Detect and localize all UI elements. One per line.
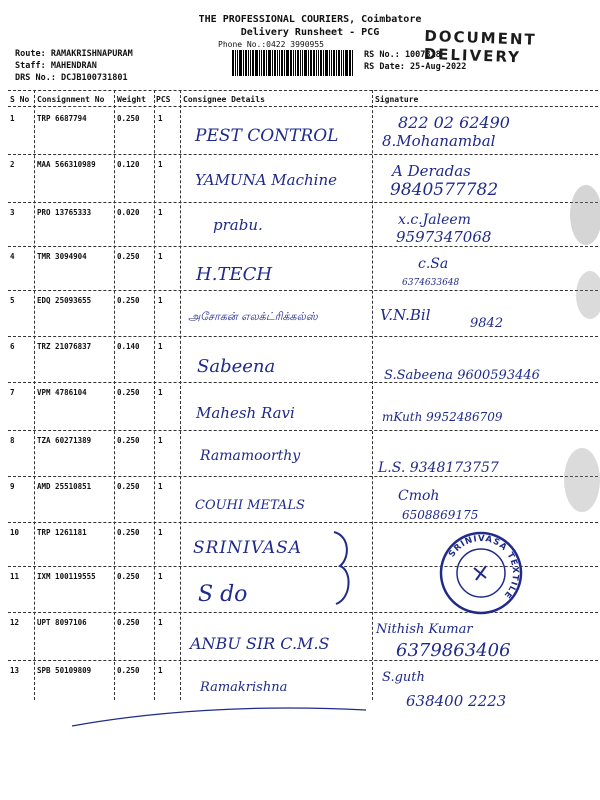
row-weight: 0.250: [117, 114, 140, 123]
row-consignee: H.TECH: [196, 264, 273, 285]
row-pcs: 1: [158, 528, 163, 537]
barcode-bar: [331, 50, 332, 76]
barcode-bar: [318, 50, 319, 76]
row-weight: 0.250: [117, 618, 140, 627]
barcode-bar: [302, 50, 303, 76]
row-weight: 0.120: [117, 160, 140, 169]
barcode-bar: [274, 50, 276, 76]
srinivasa-textile-stamp: [438, 530, 524, 616]
row-weight: 0.250: [117, 482, 140, 491]
barcode-bar: [297, 50, 299, 76]
row-consignee: prabu.: [213, 216, 263, 234]
barcode-bar: [320, 50, 322, 76]
row-consignee: PEST CONTROL: [195, 126, 339, 146]
table-row: [0, 156, 600, 202]
row-weight: 0.250: [117, 572, 140, 581]
row-consignee: YAMUNA Machine: [195, 171, 337, 189]
col-pcs: PCS: [156, 95, 171, 104]
row-consignment: MAA 566310989: [37, 160, 96, 169]
rs-date: RS Date: 25-Aug-2022: [364, 62, 467, 72]
row-pcs: 1: [158, 388, 163, 397]
row-signature-2: 9842: [470, 316, 504, 331]
barcode-bar: [316, 50, 317, 76]
row-pcs: 1: [158, 342, 163, 351]
barcode-bar: [345, 50, 348, 76]
row-signature-1: mKuth 9952486709: [382, 410, 503, 424]
row-signature-1: S.guth: [382, 670, 425, 685]
table-row: [0, 478, 600, 524]
row-consignee: ANBU SIR C.M.S: [190, 634, 330, 653]
barcode-bar: [323, 50, 324, 76]
barcode-bar: [272, 50, 273, 76]
row-consignee: Mahesh Ravi: [196, 404, 295, 422]
row-pcs: 1: [158, 114, 163, 123]
drs-number: DRS No.: DCJB100731801: [15, 73, 128, 83]
row-signature-2: 6379863406: [396, 640, 511, 661]
row-pcs: 1: [158, 252, 163, 261]
row-consignment: TRZ 21076837: [37, 342, 92, 351]
bracket-mark: [330, 528, 360, 608]
table-row: [0, 204, 600, 250]
table-row: [0, 432, 600, 478]
row-consignment: VPM 4786104: [37, 388, 87, 397]
row-consignee: Ramakrishna: [200, 680, 288, 695]
route: Route: RAMAKRISHNAPURAM: [15, 49, 133, 59]
row-sno: 8: [10, 436, 15, 445]
fingerprint-smudge: [560, 175, 600, 325]
row-pcs: 1: [158, 296, 163, 305]
barcode-bar: [313, 50, 315, 76]
barcode-bar: [336, 50, 337, 76]
row-weight: 0.250: [117, 252, 140, 261]
row-sno: 13: [10, 666, 20, 675]
barcode-bar: [325, 50, 328, 76]
row-signature-1: L.S. 9348173757: [378, 460, 499, 476]
row-weight: 0.250: [117, 296, 140, 305]
barcode-bar: [333, 50, 335, 76]
barcode-bar: [277, 50, 278, 76]
row-consignee: Sabeena: [197, 356, 276, 377]
staff: Staff: MAHENDRAN: [15, 61, 97, 71]
stamp-text: SRINIVASA TEXTILE: [447, 533, 521, 601]
row-consignment: SPB 50109809: [37, 666, 92, 675]
row-weight: 0.140: [117, 342, 140, 351]
barcode-bar: [261, 50, 262, 76]
barcode-bar: [304, 50, 307, 76]
row-consignee: அசோகன் எலக்ட்ரிக்கல்ஸ்: [188, 310, 318, 323]
row-signature-1: Cmoh: [398, 488, 440, 504]
barcode-bar: [308, 50, 309, 76]
barcode-bar: [259, 50, 260, 76]
row-pcs: 1: [158, 160, 163, 169]
row-pcs: 1: [158, 618, 163, 627]
row-consignment: AMD 25510851: [37, 482, 92, 491]
barcode-bar: [252, 50, 254, 76]
barcode-bar: [237, 50, 238, 76]
row-signature-2: 9840577782: [390, 180, 499, 200]
rs-number: RS No.: 1007318: [364, 50, 441, 60]
row-signature-1: V.N.Bil: [380, 306, 431, 324]
row-sno: 2: [10, 160, 15, 169]
row-signature-2: 638400 2223: [406, 692, 507, 710]
barcode-bar: [293, 50, 294, 76]
barcode-bar: [284, 50, 285, 76]
barcode-bar: [338, 50, 340, 76]
table-row: [0, 292, 600, 338]
row-signature-2: 9597347068: [396, 228, 492, 246]
row-consignment: TMR 3094904: [37, 252, 87, 261]
row-pcs: 1: [158, 208, 163, 217]
barcode-bar: [295, 50, 296, 76]
row-pcs: 1: [158, 482, 163, 491]
barcode-bar: [343, 50, 344, 76]
barcode-bar: [235, 50, 236, 76]
row-sno: 10: [10, 528, 20, 537]
row-weight: 0.250: [117, 388, 140, 397]
barcode-bar: [248, 50, 249, 76]
row-weight: 0.250: [117, 666, 140, 675]
row-consignment: IXM 100119555: [37, 572, 96, 581]
company-name: THE PROFESSIONAL COURIERS, Coimbatore: [198, 14, 422, 25]
row-sno: 3: [10, 208, 15, 217]
row-signature-1: A Deradas: [392, 162, 471, 180]
barcode-bar: [279, 50, 280, 76]
row-sno: 6: [10, 342, 15, 351]
row-consignment: TRP 1261181: [37, 528, 87, 537]
row-consignee: COUHI METALS: [195, 498, 305, 513]
row-signature-1: 822 02 62490: [398, 113, 510, 132]
barcode-bar: [310, 50, 312, 76]
row-pcs: 1: [158, 572, 163, 581]
table-row: [0, 248, 600, 294]
row-signature-2: 6508869175: [402, 508, 479, 522]
table-row: [0, 384, 600, 430]
barcode-bar: [268, 50, 271, 76]
barcode-bar: [300, 50, 301, 76]
barcode-bar: [341, 50, 342, 76]
row-signature-1: S.Sabeena 9600593446: [384, 368, 540, 383]
row-sno: 9: [10, 482, 15, 491]
row-sno: 4: [10, 252, 15, 261]
pen-stroke: [70, 700, 370, 730]
row-signature-2: 8.Mohanambal: [382, 132, 496, 150]
row-sno: 5: [10, 296, 15, 305]
document-delivery-stamp: DOCUMENT DELIVERY: [423, 26, 537, 67]
row-pcs: 1: [158, 666, 163, 675]
barcode-bar: [250, 50, 251, 76]
table-row: [0, 338, 600, 384]
row-consignee: SRINIVASA: [193, 538, 303, 558]
barcode-bar: [281, 50, 283, 76]
barcode-bar: [245, 50, 247, 76]
row-consignment: UPT 8097106: [37, 618, 87, 627]
row-consignment: TZA 60271389: [37, 436, 92, 445]
barcode-bar: [349, 50, 351, 76]
row-weight: 0.250: [117, 436, 140, 445]
barcode-bar: [243, 50, 244, 76]
row-consignment: PRO 13765333: [37, 208, 92, 217]
row-sno: 12: [10, 618, 20, 627]
row-consignment: EDQ 25093655: [37, 296, 92, 305]
col-consignee: Consignee Details: [183, 95, 265, 104]
barcode-bar: [266, 50, 267, 76]
row-signature-1: x.c.Jaleem: [398, 212, 471, 228]
row-weight: 0.020: [117, 208, 140, 217]
fingerprint-smudge: [550, 440, 600, 520]
row-sno: 1: [10, 114, 15, 123]
row-pcs: 1: [158, 436, 163, 445]
barcode-bar: [239, 50, 242, 76]
row-consignee: Ramamoorthy: [200, 448, 301, 464]
phone-number: Phone No.:0422 3990955: [218, 40, 324, 49]
row-signature-1: Nithish Kumar: [376, 622, 473, 637]
row-signature-2: 6374633648: [402, 278, 460, 288]
col-sno: S No: [10, 95, 30, 104]
col-weight: Weight: [117, 95, 146, 104]
row-sno: 11: [10, 572, 20, 581]
barcode-bar: [255, 50, 258, 76]
barcode: [232, 50, 357, 76]
row-weight: 0.250: [117, 528, 140, 537]
page-title: Delivery Runsheet - PCG: [240, 27, 380, 38]
barcode-bar: [290, 50, 292, 76]
barcode-bar: [286, 50, 289, 76]
row-consignee: S do: [198, 582, 248, 607]
table-row: [0, 614, 600, 660]
col-consignment: Consignment No: [37, 95, 105, 104]
barcode-bar: [263, 50, 265, 76]
row-signature-1: c.Sa: [418, 256, 449, 272]
row-consignment: TRP 6687794: [37, 114, 87, 123]
barcode-bar: [352, 50, 353, 76]
barcode-bar: [329, 50, 330, 76]
barcode-bar: [232, 50, 234, 76]
row-sno: 7: [10, 388, 15, 397]
col-signature: Signature: [375, 95, 419, 104]
table-row: [0, 110, 600, 156]
